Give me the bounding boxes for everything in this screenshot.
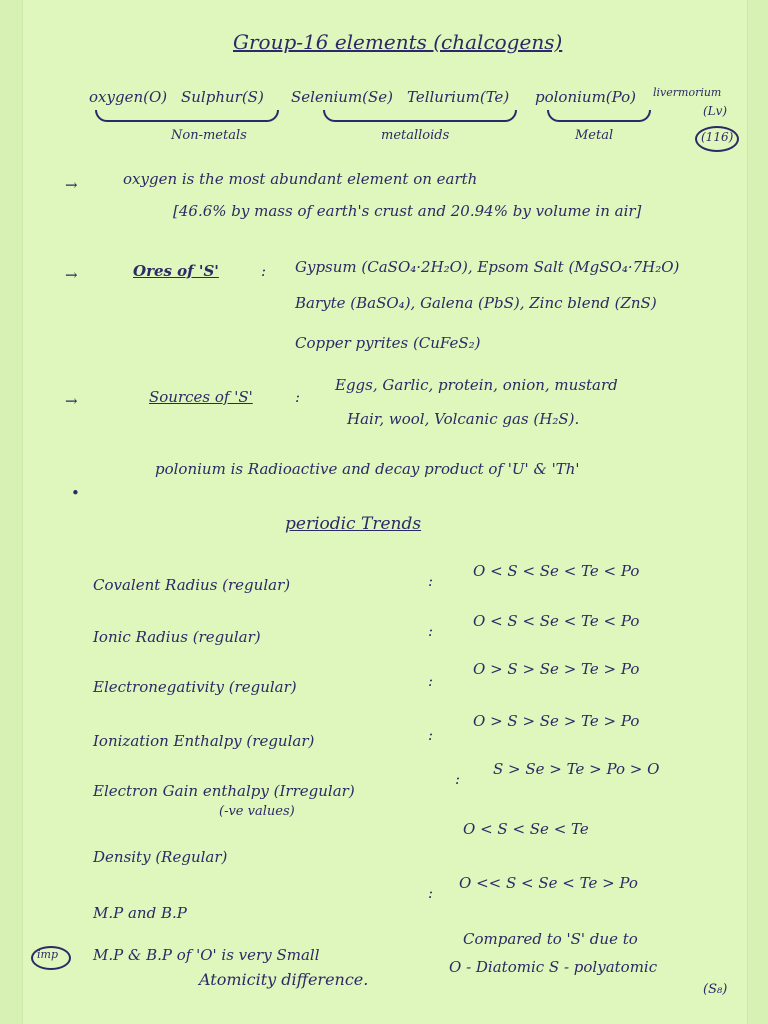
- trend-value: S > Se > Te > Po > O: [493, 760, 660, 778]
- brace-metal: [547, 110, 651, 122]
- trend-label: Electron Gain enthalpy (Irregular): [93, 782, 355, 800]
- trend-label: Ionic Radius (regular): [93, 628, 261, 646]
- class-non-metals: Non-metals: [171, 128, 247, 143]
- sources-line2: Hair, wool, Volcanic gas (H₂S).: [347, 410, 580, 428]
- ores-line3: Copper pyrites (CuFeS₂): [295, 334, 481, 352]
- footer-line2-right: O - Diatomic S - polyatomic: [449, 958, 658, 976]
- polonium-note: polonium is Radioactive and decay product of 'U' & 'Th': [155, 460, 580, 478]
- important-mark: imp: [37, 948, 58, 961]
- element-selenium: Selenium(Se): [291, 88, 394, 106]
- brace-non-metals: [95, 110, 279, 122]
- element-lv-symbol: (Lv): [703, 104, 728, 118]
- element-lv-number: (116): [701, 130, 734, 144]
- ores-line2: Baryte (BaSO₄), Galena (PbS), Zinc blend (ZnS): [295, 294, 657, 312]
- trend-value: O << S < Se < Te > Po: [459, 874, 638, 892]
- sources-label: Sources of 'S': [149, 388, 253, 406]
- notebook-page: [22, 0, 748, 1024]
- class-metal: Metal: [575, 128, 614, 143]
- bullet-icon: •: [71, 484, 80, 502]
- arrow-icon: →: [65, 266, 78, 284]
- trend-colon: :: [455, 770, 461, 788]
- trend-value: O < S < Se < Te: [463, 820, 589, 838]
- sources-colon: :: [295, 388, 301, 406]
- ores-label: Ores of 'S': [133, 262, 219, 280]
- trend-label: M.P and B.P: [93, 904, 187, 922]
- trend-label: Covalent Radius (regular): [93, 576, 291, 594]
- brace-metalloids: [323, 110, 517, 122]
- element-sulphur: Sulphur(S): [181, 88, 264, 106]
- trend-label: Density (Regular): [93, 848, 228, 866]
- element-polonium: polonium(Po): [535, 88, 637, 106]
- trend-label: Ionization Enthalpy (regular): [93, 732, 315, 750]
- oxygen-note-line2: [46.6% by mass of earth's crust and 20.94% by volume in air]: [173, 202, 642, 220]
- trend-colon: :: [428, 884, 434, 902]
- element-oxygen: oxygen(O): [89, 88, 168, 106]
- footer-s8: (S₈): [703, 982, 728, 997]
- trend-label: Electronegativity (regular): [93, 678, 297, 696]
- trend-colon: :: [428, 672, 434, 690]
- trend-value: O < S < Se < Te < Po: [473, 562, 640, 580]
- footer-line2-left: Atomicity difference.: [199, 970, 369, 989]
- sources-line1: Eggs, Garlic, protein, onion, mustard: [335, 376, 618, 394]
- trend-value: O > S > Se > Te > Po: [473, 712, 640, 730]
- page-title: Group-16 elements (chalcogens): [233, 30, 563, 54]
- ores-line1: Gypsum (CaSO₄·2H₂O), Epsom Salt (MgSO₄·7H₂O): [295, 258, 680, 276]
- trend-value: O < S < Se < Te < Po: [473, 612, 640, 630]
- element-livermorium: livermorium: [653, 86, 722, 99]
- arrow-icon: →: [65, 176, 78, 194]
- class-metalloids: metalloids: [381, 128, 450, 143]
- ores-colon: :: [261, 262, 267, 280]
- footer-line1-right: Compared to 'S' due to: [463, 930, 638, 948]
- oxygen-note-line1: oxygen is the most abundant element on earth: [123, 170, 478, 188]
- trend-colon: :: [428, 622, 434, 640]
- trend-colon: :: [428, 726, 434, 744]
- footer-line1-left: M.P & B.P of 'O' is very Small: [93, 946, 320, 964]
- arrow-icon: →: [65, 392, 78, 410]
- trend-colon: :: [428, 572, 434, 590]
- trends-heading: periodic Trends: [285, 514, 422, 534]
- trend-value: O > S > Se > Te > Po: [473, 660, 640, 678]
- element-tellurium: Tellurium(Te): [407, 88, 510, 106]
- ve-values-note: (-ve values): [219, 804, 295, 819]
